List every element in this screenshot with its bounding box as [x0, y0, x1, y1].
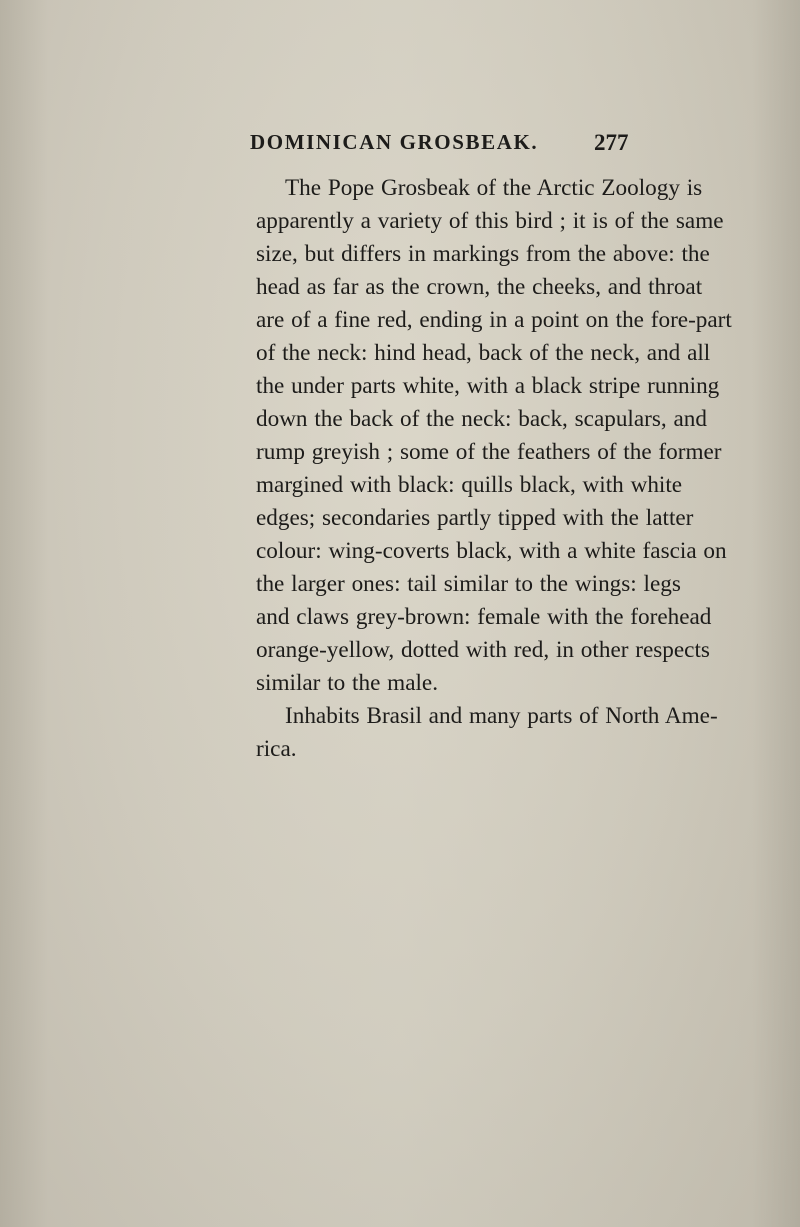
text-line: margined with black: quills black, with white: [256, 472, 683, 498]
running-title: DOMINICAN GROSBEAK.: [250, 130, 539, 154]
text-line: size, but differs in markings from the above: the: [256, 241, 710, 267]
text-line: of the neck: hind head, back of the neck, and all: [256, 340, 711, 366]
text-line: colour: wing-coverts black, with a white fascia on: [256, 538, 727, 564]
page-number: 277: [594, 130, 629, 155]
text-line: edges; secondaries partly tipped with the latter: [256, 505, 694, 531]
text-line: apparently a variety of this bird ; it is of the same: [256, 208, 724, 234]
text-line: the larger ones: tail similar to the wings: legs: [256, 571, 681, 597]
text-line: Inhabits Brasil and many parts of North Ame-: [285, 703, 718, 729]
text-line: and claws grey-brown: female with the forehead: [256, 604, 712, 630]
text-line: head as far as the crown, the cheeks, and throat: [256, 274, 703, 300]
text-line: orange-yellow, dotted with red, in other respects: [256, 637, 710, 663]
text-line: The Pope Grosbeak of the Arctic Zoology is: [285, 175, 703, 201]
text-line: the under parts white, with a black stripe running: [256, 373, 720, 399]
text-line: rica.: [256, 736, 297, 762]
text-line: are of a fine red, ending in a point on the fore-part: [256, 307, 732, 333]
text-line: rump greyish ; some of the feathers of the former: [256, 439, 722, 465]
text-line: down the back of the neck: back, scapulars, and: [256, 406, 707, 432]
text-line: similar to the male.: [256, 670, 439, 696]
page-header: [250, 130, 630, 160]
